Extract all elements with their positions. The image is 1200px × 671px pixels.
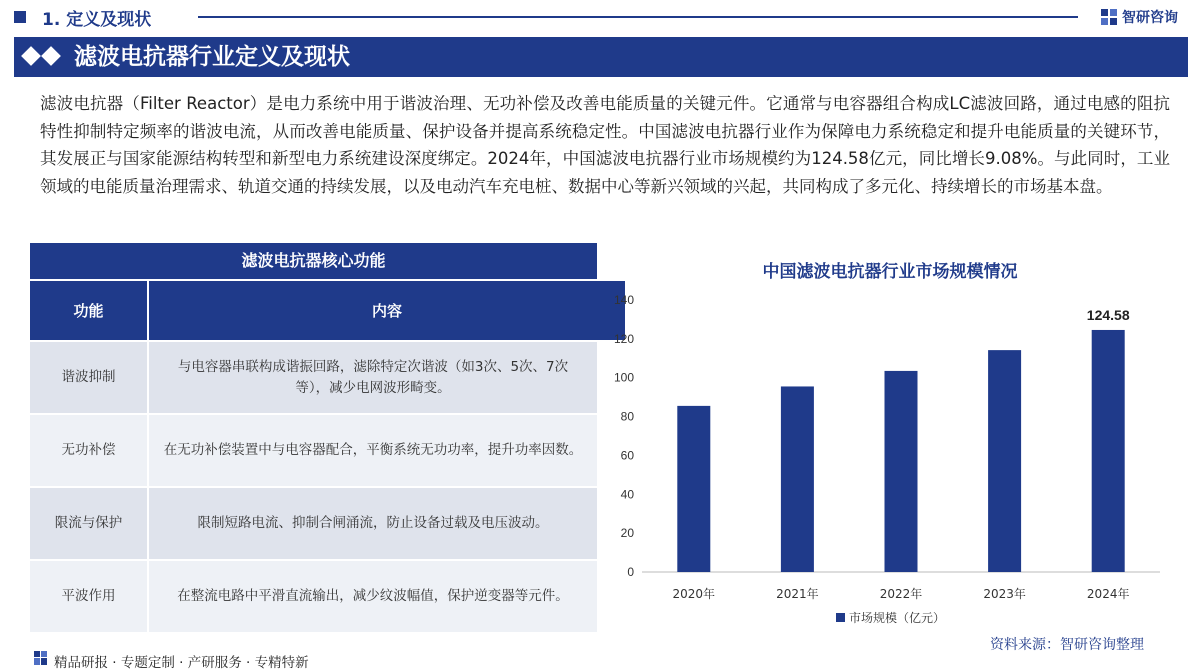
x-tick-label: 2023年 — [983, 587, 1026, 601]
bar — [781, 386, 814, 572]
intro-paragraph: 滤波电抗器（Filter Reactor）是电力系统中用于谐波治理、无功补偿及改善电能质量的关键元件。它通常与电容器组合构成LC滤波回路，通过电感的阻抗特性抑制特定频率的谐波电流，从而改善电能质量、保护设备并提高系统稳定性。中国滤波电抗器行业作为保障电力系统稳定和提升电能质量的关键环节，其发展正与国家能源结构转型和新型电力系统建设深度绑定。2024年，中国滤波电抗器行业市场规模约为124.58亿元，同比增长9.08%。与此同时，工业领域的电能质量治理需求、轨道交通的持续发展，以及电动汽车充电桩、数据中心等新兴领域的兴起，共同构成了多元化、持续增长的市场基本盘。 — [40, 94, 1170, 196]
source-note: 资料来源：智研咨询整理 — [990, 637, 1144, 653]
data-label: 124.58 — [1086, 306, 1130, 323]
section-title: 1. 定义及现状 — [42, 10, 152, 30]
bar — [1092, 330, 1125, 572]
y-tick-label: 80 — [620, 409, 634, 424]
bar — [677, 406, 710, 572]
table-title: 滤波电抗器核心功能 — [30, 243, 597, 279]
brand-name: 智研咨询 — [1122, 10, 1178, 26]
x-tick-label: 2021年 — [776, 587, 819, 601]
table-cell-content: 在整流电路中平滑直流输出，减少纹波幅值，保护逆变器等元件。 — [149, 561, 597, 632]
x-tick-label: 2024年 — [1086, 587, 1130, 601]
legend-swatch — [836, 613, 845, 622]
y-tick-label: 40 — [620, 487, 634, 502]
chart-title: 中国滤波电抗器行业市场规模情况 — [762, 262, 1018, 282]
table-cell-content: 与电容器串联构成谐振回路，滤除特定次谐波（如3次、5次、7次等），减少电网波形畸变。 — [149, 342, 597, 413]
table-header-function: 功能 — [30, 281, 147, 340]
footer-tagline: 精品研报 · 专题定制 · 产研服务 · 专精特新 — [54, 655, 309, 671]
table-cell-content: 在无功补偿装置中与电容器配合，平衡系统无功功率，提升功率因数。 — [149, 415, 597, 486]
y-tick-label: 20 — [620, 526, 634, 541]
x-tick-label: 2022年 — [879, 587, 923, 601]
table-header-content: 内容 — [149, 281, 625, 340]
table-cell-function: 无功补偿 — [30, 415, 147, 486]
y-tick-label: 100 — [613, 370, 634, 385]
bar — [988, 350, 1021, 572]
diamond-icon — [41, 46, 61, 66]
table-cell-function: 谐波抑制 — [30, 342, 147, 413]
table-cell-function: 限流与保护 — [30, 488, 147, 559]
y-tick-label: 120 — [613, 331, 634, 346]
table-cell-function: 平波作用 — [30, 561, 147, 632]
diamond-icon — [21, 46, 41, 66]
y-tick-label: 60 — [620, 448, 634, 463]
brand-logo-icon — [1100, 8, 1118, 26]
brand-mark-icon — [34, 651, 47, 665]
x-tick-label: 2020年 — [672, 587, 716, 601]
section-marker-icon — [14, 11, 26, 23]
table-cell-content: 限制短路电流、抑制合闸涌流，防止设备过载及电压波动。 — [149, 488, 597, 559]
brand-logo — [1100, 6, 1178, 28]
y-tick-label: 140 — [613, 293, 634, 307]
title-banner — [14, 37, 1188, 77]
y-tick-label: 0 — [627, 565, 634, 579]
divider — [198, 16, 1078, 18]
bar — [885, 371, 918, 572]
banner-title: 滤波电抗器行业定义及现状 — [74, 44, 350, 70]
top-bar — [0, 0, 1200, 34]
bar-chart — [600, 285, 1190, 635]
legend-label: 市场规模（亿元） — [849, 611, 946, 625]
